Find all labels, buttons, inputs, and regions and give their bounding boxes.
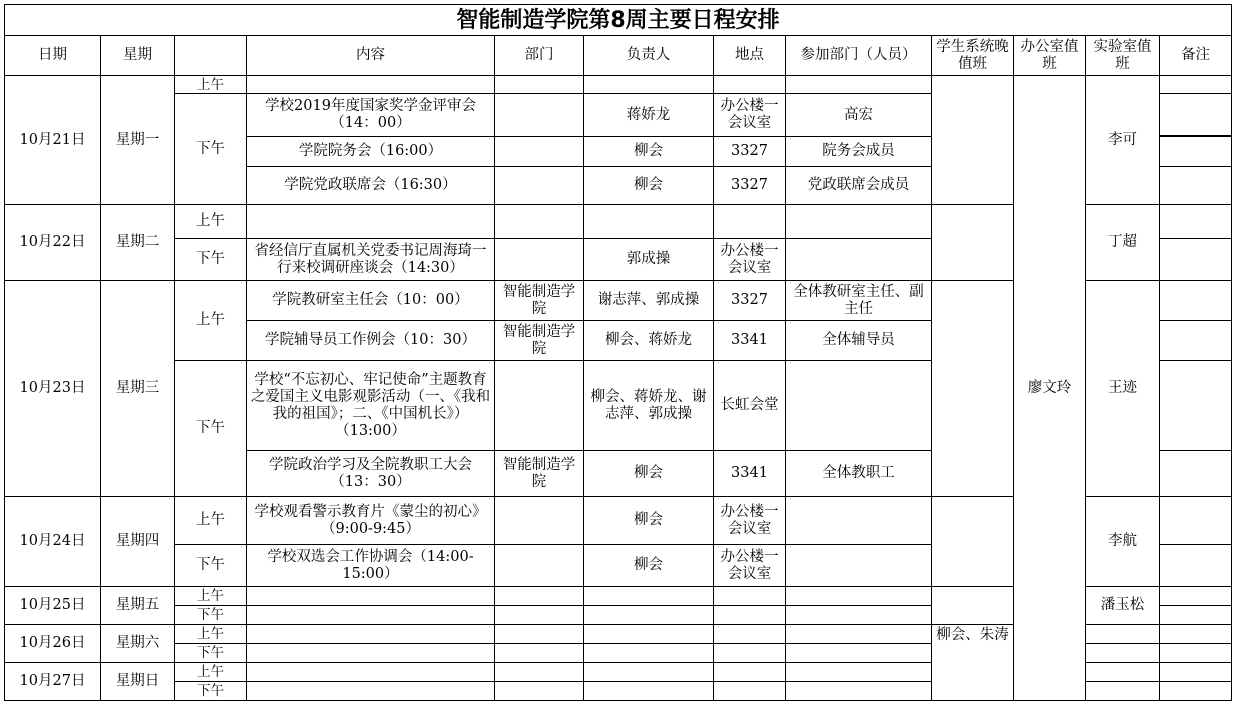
event-place: 办公楼一会议室 bbox=[714, 497, 786, 545]
evening-duty-cell bbox=[932, 76, 1014, 205]
header-evening-duty: 学生系统晚值班 bbox=[932, 36, 1014, 76]
weekday-cell: 星期五 bbox=[101, 587, 175, 625]
weekday-cell: 星期一 bbox=[101, 76, 175, 205]
period-pm: 下午 bbox=[175, 361, 247, 497]
event-place: 3327 bbox=[714, 281, 786, 321]
date-cell: 10月27日 bbox=[5, 663, 101, 701]
period-am: 上午 bbox=[175, 587, 247, 606]
event-content: 学院院务会（16:00） bbox=[247, 137, 495, 167]
event-attendees bbox=[786, 497, 932, 545]
period-am: 上午 bbox=[175, 76, 247, 94]
event-attendees bbox=[786, 545, 932, 587]
date-cell: 10月24日 bbox=[5, 497, 101, 587]
evening-duty-cell bbox=[932, 497, 1014, 587]
lab-duty-cell: 潘玉松 bbox=[1086, 587, 1160, 625]
header-date: 日期 bbox=[5, 36, 101, 76]
header-content: 内容 bbox=[247, 36, 495, 76]
date-cell: 10月23日 bbox=[5, 281, 101, 497]
event-dept: 智能制造学院 bbox=[495, 281, 584, 321]
period-pm: 下午 bbox=[175, 682, 247, 701]
event-lead: 柳会、蒋娇龙 bbox=[584, 321, 714, 361]
event-lead: 谢志萍、郭成操 bbox=[584, 281, 714, 321]
event-attendees: 全体教研室主任、副主任 bbox=[786, 281, 932, 321]
period-am: 上午 bbox=[175, 497, 247, 545]
event-attendees: 高宏 bbox=[786, 94, 932, 137]
period-pm: 下午 bbox=[175, 239, 247, 281]
event-attendees: 院务会成员 bbox=[786, 137, 932, 167]
header-weekday: 星期 bbox=[101, 36, 175, 76]
event-lead: 蒋娇龙 bbox=[584, 94, 714, 137]
date-cell: 10月26日 bbox=[5, 625, 101, 663]
event-dept bbox=[495, 94, 584, 137]
header-place: 地点 bbox=[714, 36, 786, 76]
page-title: 智能制造学院第8周主要日程安排 bbox=[5, 5, 1232, 36]
header-row bbox=[5, 36, 1232, 76]
header-lead: 负责人 bbox=[584, 36, 714, 76]
period-pm: 下午 bbox=[175, 94, 247, 205]
event-dept bbox=[495, 545, 584, 587]
event-content: 省经信厅直属机关党委书记周海琦一行来校调研座谈会（14:30） bbox=[247, 239, 495, 281]
header-lab-duty: 实验室值班 bbox=[1086, 36, 1160, 76]
period-am: 上午 bbox=[175, 281, 247, 361]
event-lead: 柳会 bbox=[584, 451, 714, 497]
event-attendees: 党政联席会成员 bbox=[786, 167, 932, 205]
weekday-cell: 星期六 bbox=[101, 625, 175, 663]
schedule-table bbox=[4, 4, 1232, 701]
event-content: 学院党政联席会（16:30） bbox=[247, 167, 495, 205]
event-place: 3341 bbox=[714, 321, 786, 361]
date-cell: 10月25日 bbox=[5, 587, 101, 625]
event-dept bbox=[495, 137, 584, 167]
event-dept: 智能制造学院 bbox=[495, 321, 584, 361]
lab-duty-cell: 王迹 bbox=[1086, 281, 1160, 497]
lab-duty-cell: 李航 bbox=[1086, 497, 1160, 587]
event-dept bbox=[495, 239, 584, 281]
event-dept bbox=[495, 497, 584, 545]
event-place: 办公楼一会议室 bbox=[714, 94, 786, 137]
event-place: 办公楼一会议室 bbox=[714, 545, 786, 587]
event-content: 学院政治学习及全院教职工大会（13：30） bbox=[247, 451, 495, 497]
date-cell: 10月22日 bbox=[5, 205, 101, 281]
period-am: 上午 bbox=[175, 663, 247, 682]
event-attendees: 全体教职工 bbox=[786, 451, 932, 497]
office-duty-cell: 廖文玲 bbox=[1014, 76, 1086, 701]
event-place: 3327 bbox=[714, 167, 786, 205]
event-attendees bbox=[786, 239, 932, 281]
event-lead: 柳会 bbox=[584, 497, 714, 545]
header-dept: 部门 bbox=[495, 36, 584, 76]
event-dept bbox=[495, 361, 584, 451]
evening-duty-cell bbox=[932, 587, 1014, 625]
event-lead: 郭成操 bbox=[584, 239, 714, 281]
table-row bbox=[5, 76, 1232, 94]
event-place: 办公楼一会议室 bbox=[714, 239, 786, 281]
event-content: 学校双选会工作协调会（14:00-15:00） bbox=[247, 545, 495, 587]
event-place: 3327 bbox=[714, 137, 786, 167]
lab-duty-cell: 李可 bbox=[1086, 76, 1160, 205]
period-pm: 下午 bbox=[175, 606, 247, 625]
event-dept bbox=[495, 167, 584, 205]
event-content: 学院辅导员工作例会（10：30） bbox=[247, 321, 495, 361]
evening-duty-cell bbox=[932, 205, 1014, 281]
event-place: 长虹会堂 bbox=[714, 361, 786, 451]
event-lead: 柳会 bbox=[584, 167, 714, 205]
event-content: 学校观看警示教育片《蒙尘的初心》（9:00-9:45） bbox=[247, 497, 495, 545]
header-notes: 备注 bbox=[1160, 36, 1232, 76]
event-content: 学院教研室主任会（10：00） bbox=[247, 281, 495, 321]
weekday-cell: 星期二 bbox=[101, 205, 175, 281]
weekday-cell: 星期日 bbox=[101, 663, 175, 701]
event-content: 学校2019年度国家奖学金评审会（14：00） bbox=[247, 94, 495, 137]
date-cell: 10月21日 bbox=[5, 76, 101, 205]
event-lead: 柳会 bbox=[584, 545, 714, 587]
event-lead: 柳会、蒋娇龙、谢志萍、郭成操 bbox=[584, 361, 714, 451]
period-pm: 下午 bbox=[175, 545, 247, 587]
lab-duty-cell: 丁超 bbox=[1086, 205, 1160, 281]
period-am: 上午 bbox=[175, 625, 247, 644]
weekend-evening-duty-cell: 柳会、朱涛 bbox=[932, 625, 1014, 701]
weekday-cell: 星期四 bbox=[101, 497, 175, 587]
weekday-cell: 星期三 bbox=[101, 281, 175, 497]
period-am: 上午 bbox=[175, 205, 247, 239]
header-attendees: 参加部门（人员） bbox=[786, 36, 932, 76]
event-content: 学校“不忘初心、牢记使命”主题教育之爱国主义电影观影活动（一、《我和我的祖国》；二、《中国机长》）（13:00） bbox=[247, 361, 495, 451]
period-pm: 下午 bbox=[175, 644, 247, 663]
header-period bbox=[175, 36, 247, 76]
event-attendees bbox=[786, 361, 932, 451]
header-office-duty: 办公室值班 bbox=[1014, 36, 1086, 76]
event-place: 3341 bbox=[714, 451, 786, 497]
evening-duty-cell bbox=[932, 281, 1014, 497]
event-lead: 柳会 bbox=[584, 137, 714, 167]
event-dept: 智能制造学院 bbox=[495, 451, 584, 497]
event-attendees: 全体辅导员 bbox=[786, 321, 932, 361]
